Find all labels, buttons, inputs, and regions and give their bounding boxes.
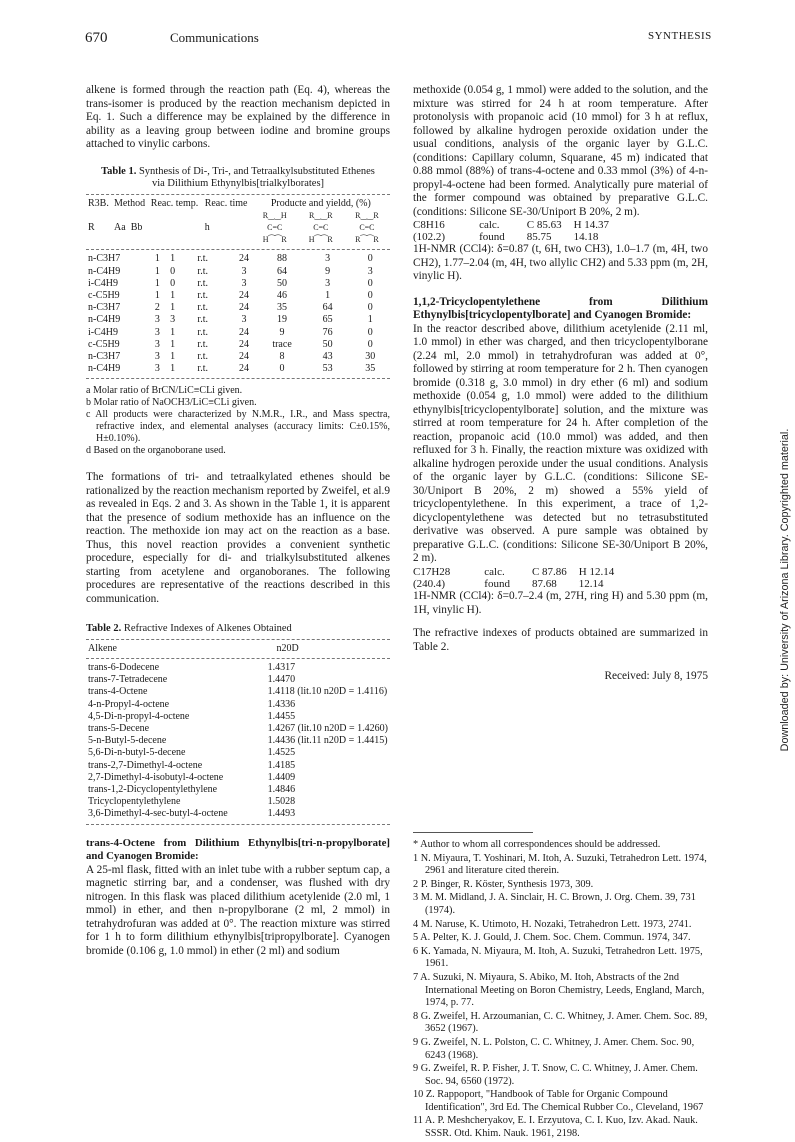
- t1-a-cell: 1: [154, 253, 160, 265]
- t2-nd-cell: 1.4317: [267, 662, 296, 674]
- t2-alkene-cell: 4,5-Di-n-propyl-4-octene: [88, 710, 190, 722]
- t1-temp-cell: r.t.: [197, 314, 208, 326]
- t1-time-cell: 24: [239, 302, 250, 314]
- t1-r-cell: n-C4H9: [88, 363, 121, 375]
- t1-y1-cell: trace: [272, 338, 292, 350]
- table1-rule-mid: [86, 249, 390, 250]
- procedure2-text: In the reactor described above, dilithium acetylenide (2.11 ml, 1.0 mmol) in ether was charged, and then tricyclopentylborane (2.24 ml, 2.0 mmol) in tetrahydrofuran was added at 0°, followed by stirring at room temperature for 2 h. Then cyanogen bromide (0.318 g, 3.0 mmol) in dry ether (6 ml) and sodium methoxide (0.054 g, 1.0 mmol) were added to the dilithium ethynylbis[tricyclopentylborate] solution, and the mixture was stirred at room temperature for 24 h. After completion of the reaction, propanoic acid (10.0 mmol) was added, and then refluxed for 3 h. Finally, the reaction mixture was oxidized with alkaline hydrogen peroxide under the usual conditions. Analysis of the organic layer by G.L.C. (conditions: Silicone SE-30/Uniport B 20%, 2 m) showed a 55% yield of tricyclopentylethene. In this experiment, a trace of 1,2-dicyclopentylethene was detected but no tetrasubstituted derivative was observed. A pure sample was obtained by preparative G.L.C. (conditions: Silicone SE-30/Uniport B 20%, 2 m).: [413, 322, 708, 565]
- t1-b-cell: 0: [170, 277, 176, 289]
- received-date: Received: July 8, 1975: [604, 670, 708, 683]
- analysis-row: [413, 231, 609, 243]
- table2-rule-top: [86, 639, 390, 640]
- table-row: [86, 278, 390, 290]
- table-row: [86, 314, 390, 326]
- procedure2-title: 1,1,2-Tricyclopentylethene from Dilithium Ethynylbis[tricyclopentylborate] and Cyanogen Bromide:: [413, 295, 708, 322]
- reference-item: 9 G. Zweifel, N. L. Polston, C. C. Whitney, J. Amer. Chem. Soc. 90, 6243 (1968).: [413, 1036, 695, 1061]
- t1-y1-cell: 35: [277, 302, 288, 314]
- t1-b-cell: 1: [170, 326, 176, 338]
- t1-time-cell: 24: [239, 289, 250, 301]
- t2-nd-cell: 1.4336: [267, 698, 296, 710]
- reference-item: 5 A. Pelter, K. J. Gould, J. Chem. Soc. Chem. Commun. 1974, 347.: [413, 932, 691, 944]
- t1-a-cell: 3: [154, 363, 160, 375]
- t2-alkene-cell: trans-2,7-Dimethyl-4-octene: [88, 759, 203, 771]
- t1-y3-cell: 3: [367, 265, 373, 277]
- t1-y2-cell: 76: [322, 326, 333, 338]
- analysis-row: [413, 566, 614, 578]
- t1-y2-cell: 50: [322, 338, 333, 350]
- t1-r-cell: i-C4H9: [88, 277, 118, 289]
- t2-alkene-cell: 2,7-Dimethyl-4-isobutyl-4-octene: [88, 771, 224, 783]
- t1-time-cell: 3: [241, 277, 247, 289]
- reference-item: 10 Z. Rappoport, "Handbook of Table for Organic Compound Identification", 3rd Ed. The Chemical Rubber Co., Cleveland, 1967: [413, 1089, 704, 1113]
- table1-rule-bottom: [86, 378, 390, 379]
- table-row: [86, 351, 390, 363]
- t1-y3-cell: 1: [367, 314, 373, 326]
- t1-y2-cell: 9: [325, 265, 331, 277]
- t1-temp-cell: r.t.: [197, 338, 208, 350]
- download-notice-text: Downloaded by: University of Arizona Library. Copyrighted material.: [779, 428, 791, 752]
- t1-r-cell: n-C4H9: [88, 265, 121, 277]
- t1-time-cell: 24: [239, 363, 250, 375]
- t2-nd-cell: 1.4267 (lit.10 n20D = 1.4260): [267, 723, 388, 735]
- t1-time-cell: 24: [239, 338, 250, 350]
- table-row: [86, 266, 390, 278]
- t1-y1-cell: 46: [277, 289, 288, 301]
- t1-y3-cell: 0: [367, 338, 373, 350]
- table-row: [86, 339, 390, 351]
- t1-y2-cell: 64: [322, 302, 333, 314]
- t1-b-cell: 1: [170, 363, 176, 375]
- t2-alkene-cell: 5,6-Di-n-butyl-5-decene: [88, 747, 186, 759]
- t2-nd-cell: 1.4846: [267, 784, 296, 796]
- t1-y3-cell: 35: [365, 363, 376, 375]
- analysis-cell: found: [479, 231, 505, 244]
- t1-y1-cell: 0: [279, 363, 285, 375]
- table-row: [86, 760, 390, 772]
- table1-header: [86, 198, 390, 247]
- t1-b-cell: 1: [170, 289, 176, 301]
- t1-time-cell: 24: [239, 326, 250, 338]
- right-column: [413, 84, 708, 684]
- reference-item: * Author to whom all correspondences should be addressed.: [413, 839, 661, 850]
- analysis-cell: calc.: [484, 565, 505, 578]
- t1-r-cell: n-C3H7: [88, 302, 121, 314]
- t1-h-h: h: [204, 221, 210, 233]
- intro-paragraph: alkene is formed through the reaction path (Eq. 4), whereas the trans-isomer is produced by the reaction mechanism depicted in Eq. 1. Such a difference may be explained by the difference in ability as a leaving group between iodine and bromine groups attached to vinylic carbons.: [86, 84, 390, 150]
- table1-footnote: a Molar ratio of BrCN/LiC≡CLi given.: [86, 385, 243, 397]
- t2-nd-cell: 1.4185: [267, 759, 296, 771]
- t2-nd-cell: 1.4455: [267, 710, 296, 722]
- t1-y3-cell: 0: [367, 289, 373, 301]
- t1-y2-cell: 3: [325, 253, 331, 265]
- t1-h-temp: Reac. temp.: [150, 197, 199, 209]
- t2-nd-cell: 1.4525: [267, 747, 296, 759]
- table2-title: Refractive Indexes of Alkenes Obtained: [123, 623, 292, 635]
- t2-h-alkene: Alkene: [88, 642, 117, 654]
- analysis-cell: (240.4): [413, 578, 446, 591]
- nmr1-text: 1H-NMR (CCl4): δ=0.87 (t, 6H, two CH3), 1.0–1.7 (m, 4H, two CH2), 1.77–2.04 (m, 4H, two allylic CH2) and 5.33 ppm (m, 2H, vinylic H).: [413, 243, 708, 283]
- t2-alkene-cell: trans-6-Dodecene: [88, 662, 160, 674]
- analysis-cell: calc.: [479, 219, 500, 231]
- t1-h-r3b: R3B.: [88, 197, 109, 209]
- t1-y1-cell: 50: [277, 277, 288, 289]
- t1-temp-cell: r.t.: [197, 277, 208, 289]
- t2-nd-cell: 1.5028: [267, 796, 296, 808]
- table2-rule-mid: [86, 658, 390, 659]
- nmr2-text: 1H-NMR (CCl4): δ=0.7–2.4 (m, 27H, ring H) and 5.30 ppm (m, 1H, vinylic H).: [413, 590, 708, 616]
- table2-label: Table 2.: [86, 623, 122, 635]
- t2-alkene-cell: trans-5-Decene: [88, 723, 150, 735]
- t2-alkene-cell: 4-n-Propyl-4-octene: [88, 698, 170, 710]
- table2-header: [86, 643, 390, 655]
- t2-alkene-cell: trans-4-Octene: [88, 686, 148, 698]
- reference-item: 1 N. Miyaura, T. Yoshinari, M. Itoh, A. Suzuki, Tetrahedron Lett. 1974, 2961 and literature cited therein.: [413, 852, 707, 877]
- t1-b-cell: 1: [170, 338, 176, 350]
- t1-a-cell: 1: [154, 289, 160, 301]
- analysis-cell: H 12.14: [578, 565, 615, 578]
- t1-y3-cell: 0: [367, 326, 373, 338]
- analysis-cell: (102.2): [413, 231, 446, 244]
- analysis-cell: C8H16: [413, 219, 445, 231]
- references-rule: [413, 832, 533, 833]
- table1-rule-top: [86, 194, 390, 195]
- t1-r-cell: n-C4H9: [88, 314, 121, 326]
- t2-alkene-cell: 3,6-Dimethyl-4-sec-butyl-4-octene: [88, 808, 228, 820]
- reference-item: 9 G. Zweifel, R. P. Fisher, J. T. Snow, C. C. Whitney, J. Amer. Chem. Soc. 94, 6560 (1972).: [413, 1063, 698, 1087]
- table-row: [86, 808, 390, 820]
- structure-tetra-icon: R‿‿R C=C R⁀⁀R: [355, 210, 379, 245]
- table2-body: [86, 662, 390, 821]
- t1-temp-cell: r.t.: [197, 363, 208, 375]
- table1-footnote: c All products were characterized by N.M.R., I.R., and Mass spectra, refractive index, and elemental analyses (accuracy limits: C±0.15%, H±0.10%).: [86, 409, 390, 445]
- t1-temp-cell: r.t.: [197, 265, 208, 277]
- t1-h-time: Reac. time: [204, 197, 248, 209]
- t1-y2-cell: 3: [325, 277, 331, 289]
- analysis-cell: 12.14: [578, 578, 604, 591]
- table-row: [86, 699, 390, 711]
- table-row: [86, 772, 390, 784]
- t2-nd-cell: 1.4436 (lit.11 n20D = 1.4415): [267, 735, 388, 747]
- t1-y2-cell: 53: [322, 363, 333, 375]
- reference-item: 6 K. Yamada, N. Miyaura, M. Itoh, A. Suzuki, Tetrahedron Lett. 1975, 1961.: [413, 945, 703, 970]
- reference-item: 11 A. P. Meshcheryakov, E. I. Erzyutova, C. I. Kuo, Izv. Akad. Nauk. SSSR. Otd. Khim. Nauk. 1961, 2198.: [413, 1115, 698, 1140]
- analysis-cell: 14.18: [573, 231, 599, 244]
- t1-time-cell: 24: [239, 253, 250, 265]
- table1-caption: [86, 166, 390, 191]
- analysis1-table: [413, 219, 609, 243]
- t1-r-cell: n-C3H7: [88, 253, 121, 265]
- t1-h-b: Bb: [130, 221, 143, 233]
- t1-temp-cell: r.t.: [197, 326, 208, 338]
- table1-footnote: d Based on the organoborane used.: [86, 445, 226, 457]
- t1-y1-cell: 19: [277, 314, 288, 326]
- t1-b-cell: 1: [170, 253, 176, 265]
- procedure1-continued: methoxide (0.054 g, 1 mmol) were added to the solution, and the mixture was stirred for 24 h at room temperature. After protonolysis with propanoic acid (10 mmol) for 3 h at reflux, followed by alkaline hydrogen peroxide oxidation under the usual conditions, analysis of the organic layer by G.L.C. (conditions: Capillary column, Squarane, 45 m) indicated that 0.88 mmol (88%) of trans-4-octene and 0.33 mmol (3%) of 4-n-propyl-4-octene had been formed. Analytically pure material of the former compound was obtained by preparative G.L.C. (conditions: Silicone SE-30/Uniport B 20%, 2 m).: [413, 84, 708, 218]
- t1-h-product: Producte and yieldd, (%): [270, 197, 371, 209]
- t1-a-cell: 3: [154, 350, 160, 362]
- section-title: Communications: [170, 30, 259, 45]
- procedure1-text: A 25-ml flask, fitted with an inlet tube with a rubber septum cap, a magnetic stirring bar, and a condenser, was flushed with dry nitrogen. In this flask was placed dilithium acetylenide (2.0 ml, 1 mmol) in ether, and then n-propylborane (2 ml, 2 mmol) in tetrahydrofuran was added at 0°. The reaction mixture was stirred for 1 h to form dilithium ethynylbis[tripropylborate]. Cyanogen bromide (0.106 g, 1.0 mmol) in ether (2 ml) and sodium: [86, 863, 390, 957]
- t1-a-cell: 3: [154, 314, 160, 326]
- analysis-cell: 87.68: [531, 578, 557, 591]
- table-row: [86, 796, 390, 808]
- t1-time-cell: 24: [239, 350, 250, 362]
- table-row: [86, 253, 390, 265]
- t1-a-cell: 3: [154, 338, 160, 350]
- analysis-row: [413, 578, 614, 590]
- table1-label: Table 1.: [101, 165, 137, 177]
- t2-alkene-cell: trans-7-Tetradecene: [88, 674, 168, 686]
- t2-nd-cell: 1.4409: [267, 771, 296, 783]
- t1-y3-cell: 0: [367, 277, 373, 289]
- t1-y1-cell: 88: [277, 253, 288, 265]
- t1-a-cell: 3: [154, 326, 160, 338]
- table-row: [86, 784, 390, 796]
- table-row: [86, 674, 390, 686]
- t1-h-method: Method: [114, 197, 146, 209]
- analysis-cell: 85.75: [526, 231, 552, 244]
- analysis-cell: C 87.86: [531, 565, 567, 578]
- t2-alkene-cell: trans-1,2-Dicyclopentylethylene: [88, 784, 218, 796]
- t1-y3-cell: 0: [367, 253, 373, 265]
- t1-y2-cell: 43: [322, 350, 333, 362]
- t1-y2-cell: 1: [325, 289, 331, 301]
- t1-b-cell: 0: [170, 265, 176, 277]
- t1-temp-cell: r.t.: [197, 253, 208, 265]
- table-row: [86, 711, 390, 723]
- left-column: [86, 84, 390, 958]
- closing-paragraph: The refractive indexes of products obtained are summarized in Table 2.: [413, 627, 708, 653]
- reference-item: 2 P. Binger, R. Köster, Synthesis 1973, 309.: [413, 878, 594, 890]
- analysis-cell: C 85.63: [526, 219, 562, 231]
- structure-tri-icon: R‿‿R C=C H⁀⁀R: [308, 210, 333, 245]
- t1-a-cell: 1: [154, 265, 160, 277]
- table-row: [86, 662, 390, 674]
- analysis-cell: found: [484, 578, 510, 591]
- t1-y3-cell: 30: [365, 350, 376, 362]
- t1-time-cell: 3: [241, 265, 247, 277]
- t2-alkene-cell: 5-n-Butyl-5-decene: [88, 735, 167, 747]
- t2-alkene-cell: Tricyclopentylethylene: [88, 796, 181, 808]
- t1-temp-cell: r.t.: [197, 289, 208, 301]
- analysis2-table: [413, 566, 614, 590]
- download-notice: [779, 270, 791, 910]
- table2-rule-bottom: [86, 824, 390, 825]
- table-row: [86, 723, 390, 735]
- table-row: [86, 302, 390, 314]
- table1-title-2: via Dilithium Ethynylbis[trialkylborates]: [151, 178, 325, 189]
- table-row: [86, 327, 390, 339]
- analysis-cell: C17H28: [413, 565, 451, 578]
- t1-y3-cell: 0: [367, 302, 373, 314]
- t1-a-cell: 1: [154, 277, 160, 289]
- table1-footnote: b Molar ratio of NaOCH3/LiC≡CLi given.: [86, 397, 257, 409]
- table2-caption: [86, 622, 390, 636]
- t1-r-cell: n-C3H7: [88, 350, 121, 362]
- analysis-cell: H 14.37: [573, 219, 610, 231]
- references: [413, 832, 708, 1142]
- t1-a-cell: 2: [154, 302, 160, 314]
- reference-item: 3 M. M. Midland, J. A. Sinclair, H. C. Brown, J. Org. Chem. 39, 731 (1974).: [413, 892, 696, 916]
- t1-h-r: R: [88, 221, 95, 233]
- table-row: [86, 686, 390, 698]
- t2-nd-cell: 1.4470: [267, 674, 296, 686]
- procedure1-title: trans-4-Octene from Dilithium Ethynylbis[tri-n-propylborate] and Cyanogen Bromide:: [86, 836, 390, 863]
- t1-time-cell: 3: [241, 314, 247, 326]
- t1-b-cell: 1: [170, 302, 176, 314]
- structure-cis-icon: R‿‿H C=C H⁀⁀R: [262, 210, 287, 245]
- table1-footnotes: [86, 385, 390, 457]
- reference-item: 4 M. Naruse, K. Utimoto, H. Nozaki, Tetrahedron Lett. 1973, 2741.: [413, 918, 692, 930]
- t2-nd-cell: 1.4118 (lit.10 n20D = 1.4116): [267, 686, 388, 698]
- t1-temp-cell: r.t.: [197, 350, 208, 362]
- table-row: [86, 735, 390, 747]
- t1-y1-cell: 64: [277, 265, 288, 277]
- table-row: [86, 290, 390, 302]
- t1-r-cell: c-C5H9: [88, 338, 120, 350]
- reference-item: 8 G. Zweifel, H. Arzoumanian, C. C. Whitney, J. Amer. Chem. Soc. 89, 3652 (1967).: [413, 1010, 708, 1035]
- t1-temp-cell: r.t.: [197, 302, 208, 314]
- discussion-paragraph: The formations of tri- and tetraalkylated ethenes should be rationalized by the reaction mechanism reported by Zweifel, et al.9 as revealed in Eqs. 2 and 3. As shown in the Table 1, it is apparent that the presence of sodium methoxide has an influence on the reaction. The methoxide ion may act on the reaction as a base. Thus, this novel reaction provides a convenient synthetic procedure, especially for di- and trialkylsubstituted alkenes starting from acetylene and organoboranes. The following procedures are representative of the reactions described in this communication.: [86, 471, 390, 605]
- analysis-row: [413, 219, 609, 231]
- table-row: [86, 363, 390, 375]
- t1-y2-cell: 65: [322, 314, 333, 326]
- table-row: [86, 747, 390, 759]
- journal-name: SYNTHESIS: [648, 30, 712, 42]
- t1-h-a: Aa: [114, 221, 126, 233]
- t1-r-cell: i-C4H9: [88, 326, 118, 338]
- t2-nd-cell: 1.4493: [267, 808, 296, 820]
- t1-b-cell: 1: [170, 350, 176, 362]
- page-number: 670: [85, 30, 108, 46]
- table1-title: Synthesis of Di-, Tri-, and Tetraalkylsubstituted Ethenes: [138, 165, 375, 177]
- t1-b-cell: 3: [170, 314, 176, 326]
- table1-body: [86, 253, 390, 375]
- t1-r-cell: c-C5H9: [88, 289, 120, 301]
- t2-h-nd: n20D: [276, 642, 299, 654]
- reference-item: 7 A. Suzuki, N. Miyaura, S. Abiko, M. Itoh, Abstracts of the 2nd International Meeting on Boron Chemistry, Leeds, England, March, 1974, p. 77.: [413, 971, 705, 1009]
- t1-y1-cell: 9: [279, 326, 285, 338]
- t1-y1-cell: 8: [279, 350, 285, 362]
